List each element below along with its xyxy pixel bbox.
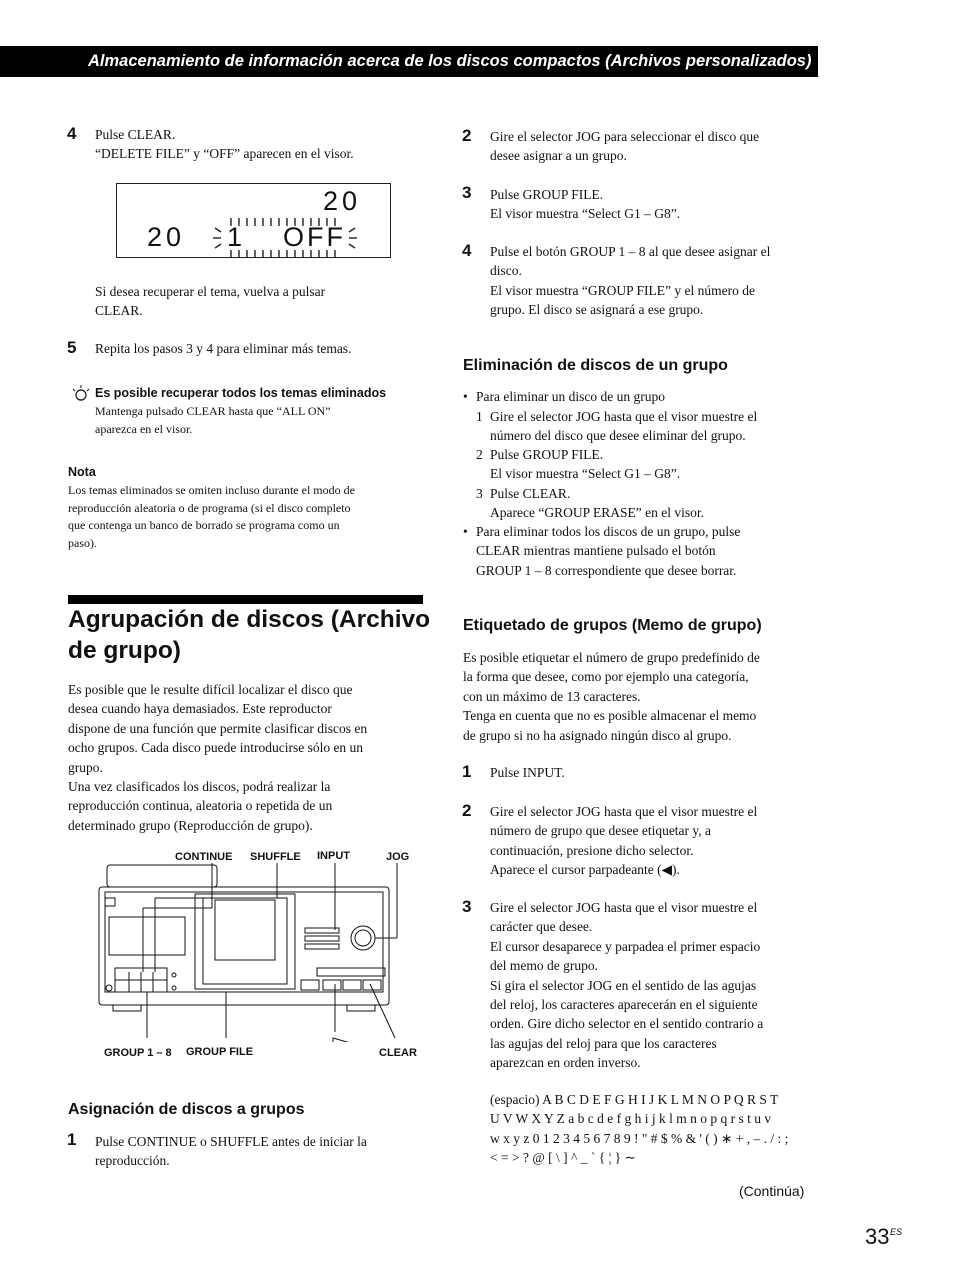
step-text: Pulse GROUP FILE. El visor muestra “Select G1 – G8”. [490,187,681,222]
step-number: 3 [462,897,472,916]
step-number: 4 [462,241,472,260]
character-sequence: (espacio) A B C D E F G H I J K L M N O P Q R S T U V W X Y Z a b c d e f g h i j k l m n o p q r s t u v w x y z 0 1 2 3 4 5 6 7 8 9 ! " # $ % & ' ( ) ∗ + , – . / : ; < = > ? @ [ \ ] ^ _ ` { ¦ } ∼ [490,1092,789,1166]
sub-step-text: Pulse CLEAR. Aparece “GROUP ERASE” en el visor. [490,486,704,521]
label-group-file: GROUP FILE [186,1046,254,1058]
section-rule [68,595,423,604]
label-shuffle: SHUFFLE [250,851,301,863]
subsection-title: Etiquetado de grupos (Memo de grupo) [463,617,762,634]
step-number: 5 [67,338,77,357]
note-title: Nota [68,465,96,479]
page-number: 33 [865,1224,890,1249]
label-continue: CONTINUE [175,851,233,863]
intro-paragraph: Es posible que le resulte difícil localizar el disco que desea cuando haya demasiados. Este reproductor dispone de una función que permite clasificar discos en ocho grupos. Cada disco puede introducirse sólo en un grupo. Una vez clasificados los discos, podrá realizar la reproducción continua, aleatoria o repetida de un determinado grupo (Reproducción de grupo). [68,682,368,833]
step-number: 2 [462,801,472,820]
sub-step-number: 2 [476,447,483,462]
memo-paragraph: Es posible etiquetar el número de grupo predefinido de la forma que desee, como por ejemplo una categoría, con un máximo de 13 caracteres. Tenga en cuenta que no es posible almacenar el memo de grupo si no ha asignado ningún disco al grupo. [463,650,760,743]
label-jog: JOG [386,851,410,863]
note-text: Los temas eliminados se omiten incluso durante el modo de reproducción aleatoria o de programa (si el disco completo que contenga un banco de borrado se programa como un paso). [68,483,355,550]
tip-title: Es posible recuperar todos los temas eliminados [95,386,387,400]
sub-step-number: 1 [476,409,483,424]
step-number: 3 [462,183,472,202]
sub-step-text: Gire el selector JOG hasta que el visor muestre el número del disco que desee eliminar del grupo. [490,409,758,444]
display-bottom-left: 20 [147,222,186,252]
tip-text: Mantenga pulsado CLEAR hasta que “ALL ON” aparezca en el visor. [95,404,331,436]
sub-step-number: 3 [476,486,483,501]
step-number: 1 [462,762,472,781]
bullet-text: Para eliminar todos los discos de un grupo, pulse CLEAR mientras mantiene pulsado el botón GROUP 1 – 8 correspondiente que desee borrar. [476,524,741,578]
step-text: Gire el selector JOG hasta que el visor muestre el carácter que desee. El cursor desaparece y parpadea el primer espacio del memo de grupo. Si gira el selector JOG en el sentido de las agujas del reloj, los caracteres aparecerán en el siguiente orden. Gire dicho selector en el sentido contrario a las agujas del reloj para que los caracteres aparezcan en orden inverso. [490,900,764,1071]
step-text: Pulse INPUT. [490,765,565,780]
bullet: • [463,524,468,539]
restore-text: Si desea recuperar el tema, vuelva a pulsar CLEAR. [95,284,326,319]
display-bottom-mid: 1 [227,222,243,252]
step-text: Pulse CLEAR. “DELETE FILE” y “OFF” aparecen en el visor. [95,127,354,162]
label-clear: CLEAR [379,1047,417,1059]
subsection-title: Eliminación de discos de un grupo [463,357,728,374]
lightbulb-icon [70,383,92,405]
step-number: 1 [67,1130,77,1149]
step-text: Gire el selector JOG hasta que el visor muestre el número de grupo que desee etiquetar y, a continuación, presione dicho selector. Aparece el cursor parpadeante (◀). [490,804,758,878]
lcd-display [116,183,391,258]
cd-player-diagram [95,862,425,1042]
step-text: Pulse el botón GROUP 1 – 8 al que desee asignar el disco. El visor muestra “GROUP FILE” y el número de grupo. El disco se asignará a ese grupo. [490,244,771,318]
display-bottom-right: OFF [283,222,346,252]
page-language-suffix: ES [890,1227,903,1237]
section-title: Agrupación de discos (Archivo de grupo) [68,606,431,664]
display-top-value: 20 [323,186,362,216]
step-text: Repita los pasos 3 y 4 para eliminar más temas. [95,341,352,356]
step-text: Gire el selector JOG para seleccionar el disco que desee asignar a un grupo. [490,129,760,164]
bullet: • [463,389,468,404]
step-number: 2 [462,126,472,145]
bullet-text: Para eliminar un disco de un grupo [476,389,665,404]
label-group-1-8: GROUP 1 – 8 [104,1047,172,1059]
label-input: INPUT [317,850,350,862]
page-header: Almacenamiento de información acerca de los discos compactos (Archivos personalizados) [0,46,818,77]
subsection-title: Asignación de discos a grupos [68,1101,305,1118]
step-number: 4 [67,124,77,143]
sub-step-text: Pulse GROUP FILE. El visor muestra “Select G1 – G8”. [490,447,681,482]
continued-label: (Continúa) [739,1183,805,1199]
step-text: Pulse CONTINUE o SHUFFLE antes de iniciar la reproducción. [95,1134,367,1169]
